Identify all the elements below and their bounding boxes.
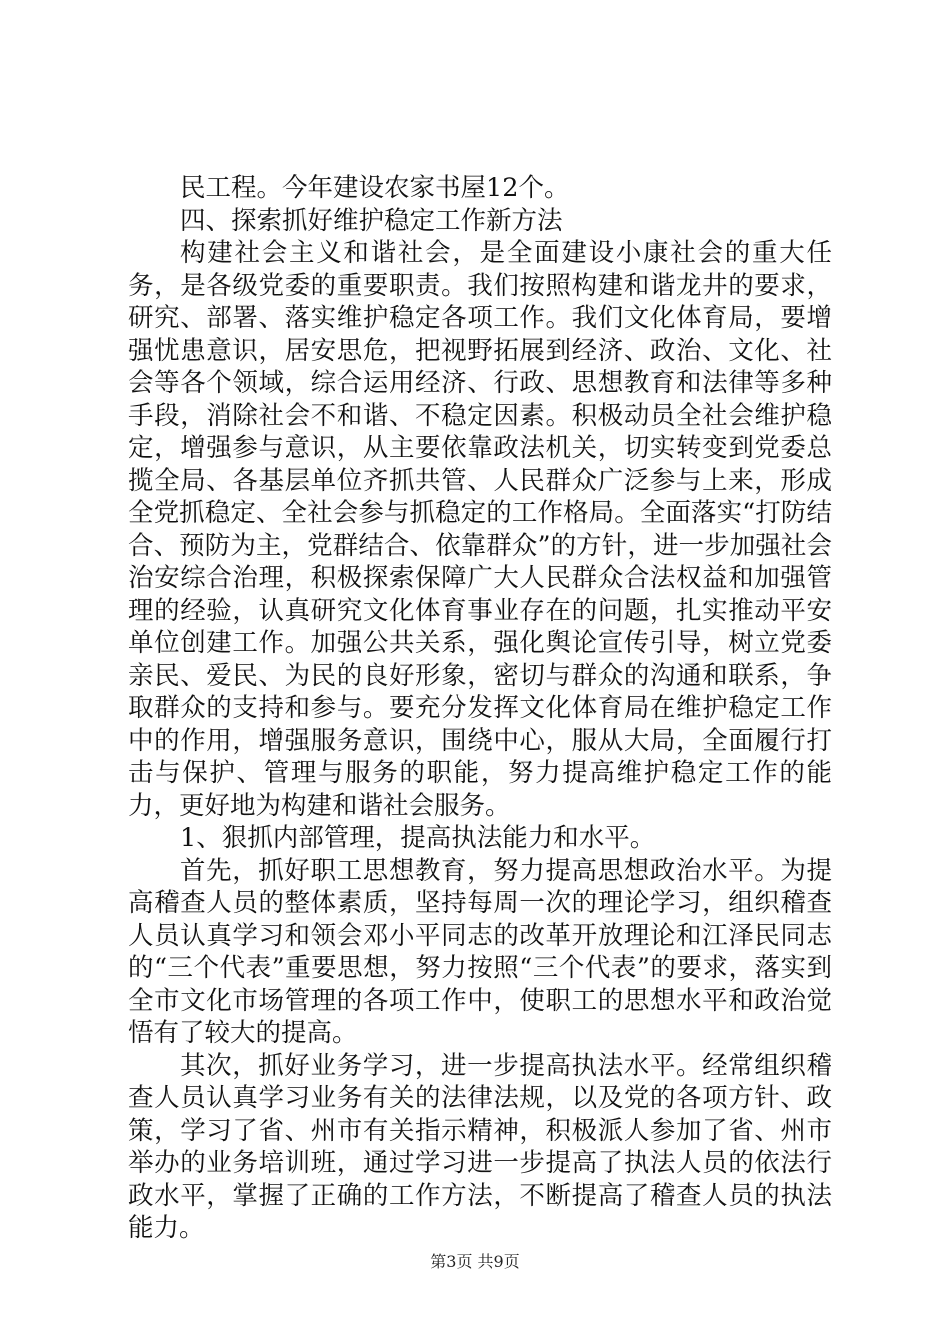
subsection-heading: 1、狠抓内部管理，提高执法能力和水平。 xyxy=(180,823,656,853)
paragraph: 其次，抓好业务学习，进一步提高执法水平。经常组织稽查人员认真学习业务有关的法律法规，以及党的各项方针、政策，学习了省、州市有关指示精神，积极派人参加了省、州市举办的业务培训班，通过学习进一步提高了执法人员的依法行政水平，掌握了正确的工作方法，不断提高了稽查人员的执法能力。 xyxy=(128,1050,832,1243)
section-heading: 四、探索抓好维护稳定工作新方法 xyxy=(180,205,563,236)
paragraph: 首先，抓好职工思想教育，努力提高思想政治水平。为提高稽查人员的整体素质，坚持每周一次的理论学习，组织稽查人员认真学习和领会邓小平同志的改革开放理论和江泽民同志的“三个代表”重要思想，努力按照“三个代表”的要求，落实到全市文化市场管理的各项工作中，使职工的思想水平和政治觉悟有了较大的提高。 xyxy=(128,855,832,1048)
page-number-footer: 第3页 共9页 xyxy=(430,1252,520,1271)
document-body xyxy=(128,172,832,1245)
paragraph-continuation: 民工程。今年建设农家书屋12个。 xyxy=(180,173,570,203)
paragraph: 构建社会主义和谐社会，是全面建设小康社会的重大任务，是各级党委的重要职责。我们按照构建和谐龙井的要求，研究、部署、落实维护稳定各项工作。我们文化体育局，要增强忧患意识，居安思危，把视野拓展到经济、政治、文化、社会等各个领域，综合运用经济、行政、思想教育和法律等多种手段，消除社会不和谐、不稳定因素。积极动员全社会维护稳定，增强参与意识，从主要依靠政法机关，切实转变到党委总揽全局、各基层单位齐抓共管、人民群众广泛参与上来，形成全党抓稳定、全社会参与抓稳定的工作格局。全面落实“打防结合、预防为主，党群结合、依靠群众”的方针，进一步加强社会治安综合治理，积极探索保障广大人民群众合法权益和加强管理的经验，认真研究文化体育事业存在的问题，扎实推动平安单位创建工作。加强公共关系，强化舆论宣传引导，树立党委亲民、爱民、为民的良好形象，密切与群众的沟通和联系，争取群众的支持和参与。要充分发挥文化体育局在维护稳定工作中的作用，增强服务意识，围绕中心，服从大局，全面履行打击与保护、管理与服务的职能，努力提高维护稳定工作的能力，更好地为构建和谐社会服务。 xyxy=(128,238,832,821)
